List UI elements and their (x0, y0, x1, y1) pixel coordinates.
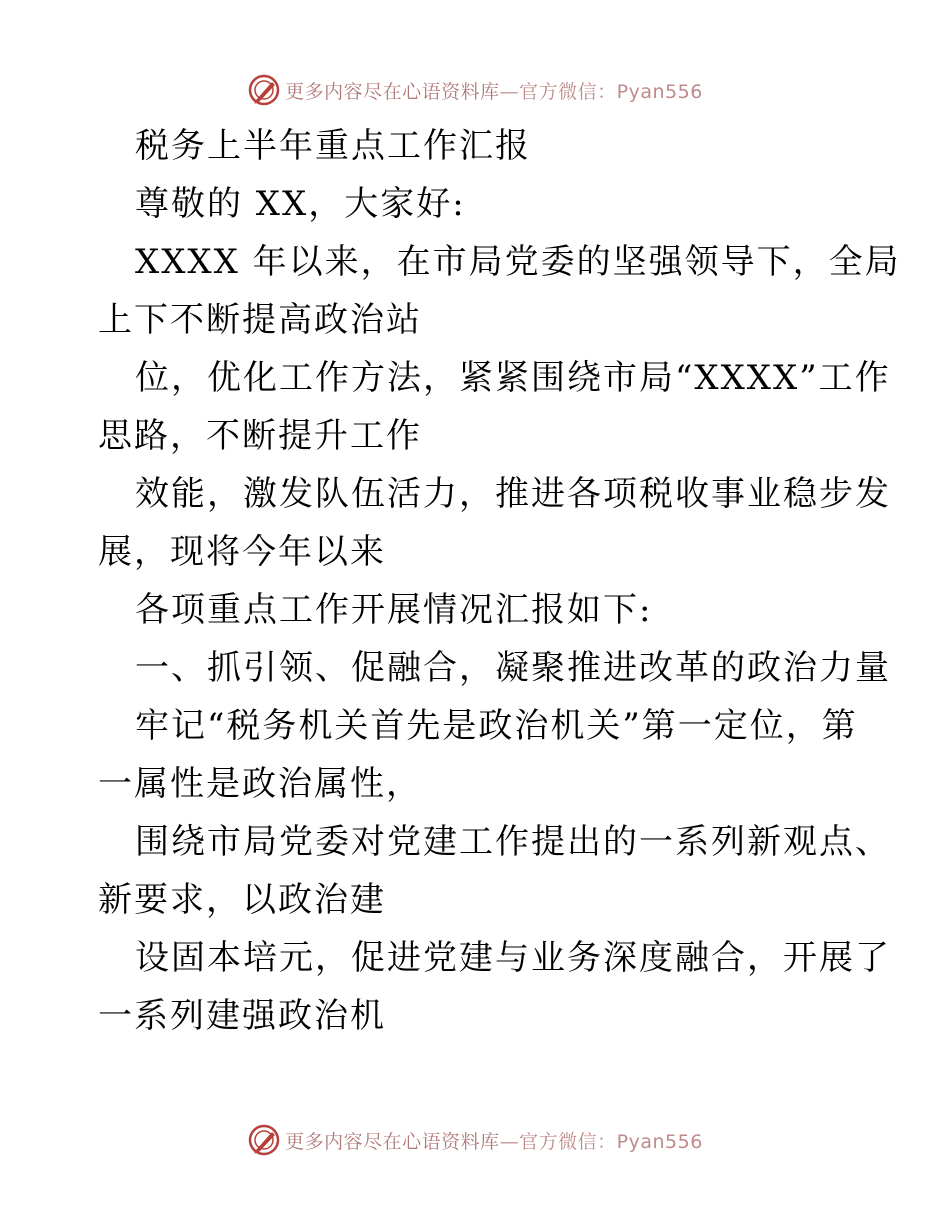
paragraph-line: 牢记“税务机关首先是政治机关”第一定位，第 (135, 706, 858, 746)
paragraph-line: 新要求，以政治建 (98, 880, 386, 920)
header-wechat-text: 官方微信：Pyan556 (519, 80, 703, 103)
footer-separator: — (499, 1130, 520, 1153)
paragraph-line: 展，现将今年以来 (98, 532, 386, 572)
footer-banner (0, 1118, 950, 1162)
paragraph-line: XXXX 年以来，在市局党委的坚强领导下，全局 (135, 242, 901, 282)
paragraph-line: 围绕市局党委对党建工作提出的一系列新观点、 (135, 822, 891, 862)
paragraph-line: 一系列建强政治机 (98, 996, 386, 1036)
header-separator: — (499, 80, 520, 103)
header-banner (0, 68, 950, 112)
pen-logo-icon (247, 1123, 281, 1157)
footer-banner-text (285, 1127, 703, 1154)
footer-wechat-text: 官方微信：Pyan556 (519, 1130, 703, 1153)
paragraph-line: 一属性是政治属性， (98, 764, 422, 804)
section-heading: 一、抓引领、促融合，凝聚推进改革的政治力量 (135, 648, 891, 688)
paragraph-line: 思路，不断提升工作 (98, 416, 422, 456)
paragraph-line: 位，优化工作方法，紧紧围绕市局“XXXX”工作 (135, 358, 891, 398)
footer-site-text: 更多内容尽在心语资料库 (285, 1130, 500, 1153)
paragraph-line: 设固本培元，促进党建与业务深度融合，开展了 (135, 938, 891, 978)
document-title: 税务上半年重点工作汇报 (135, 126, 531, 166)
paragraph-line: 各项重点工作开展情况汇报如下: (135, 590, 653, 630)
paragraph-line: 上下不断提高政治站 (98, 300, 422, 340)
header-banner-text (285, 77, 703, 104)
paragraph-line: 效能，激发队伍活力，推进各项税收事业稳步发 (135, 474, 891, 514)
header-site-text: 更多内容尽在心语资料库 (285, 80, 500, 103)
greeting-line: 尊敬的 XX，大家好: (135, 184, 466, 224)
pen-logo-icon (247, 73, 281, 107)
